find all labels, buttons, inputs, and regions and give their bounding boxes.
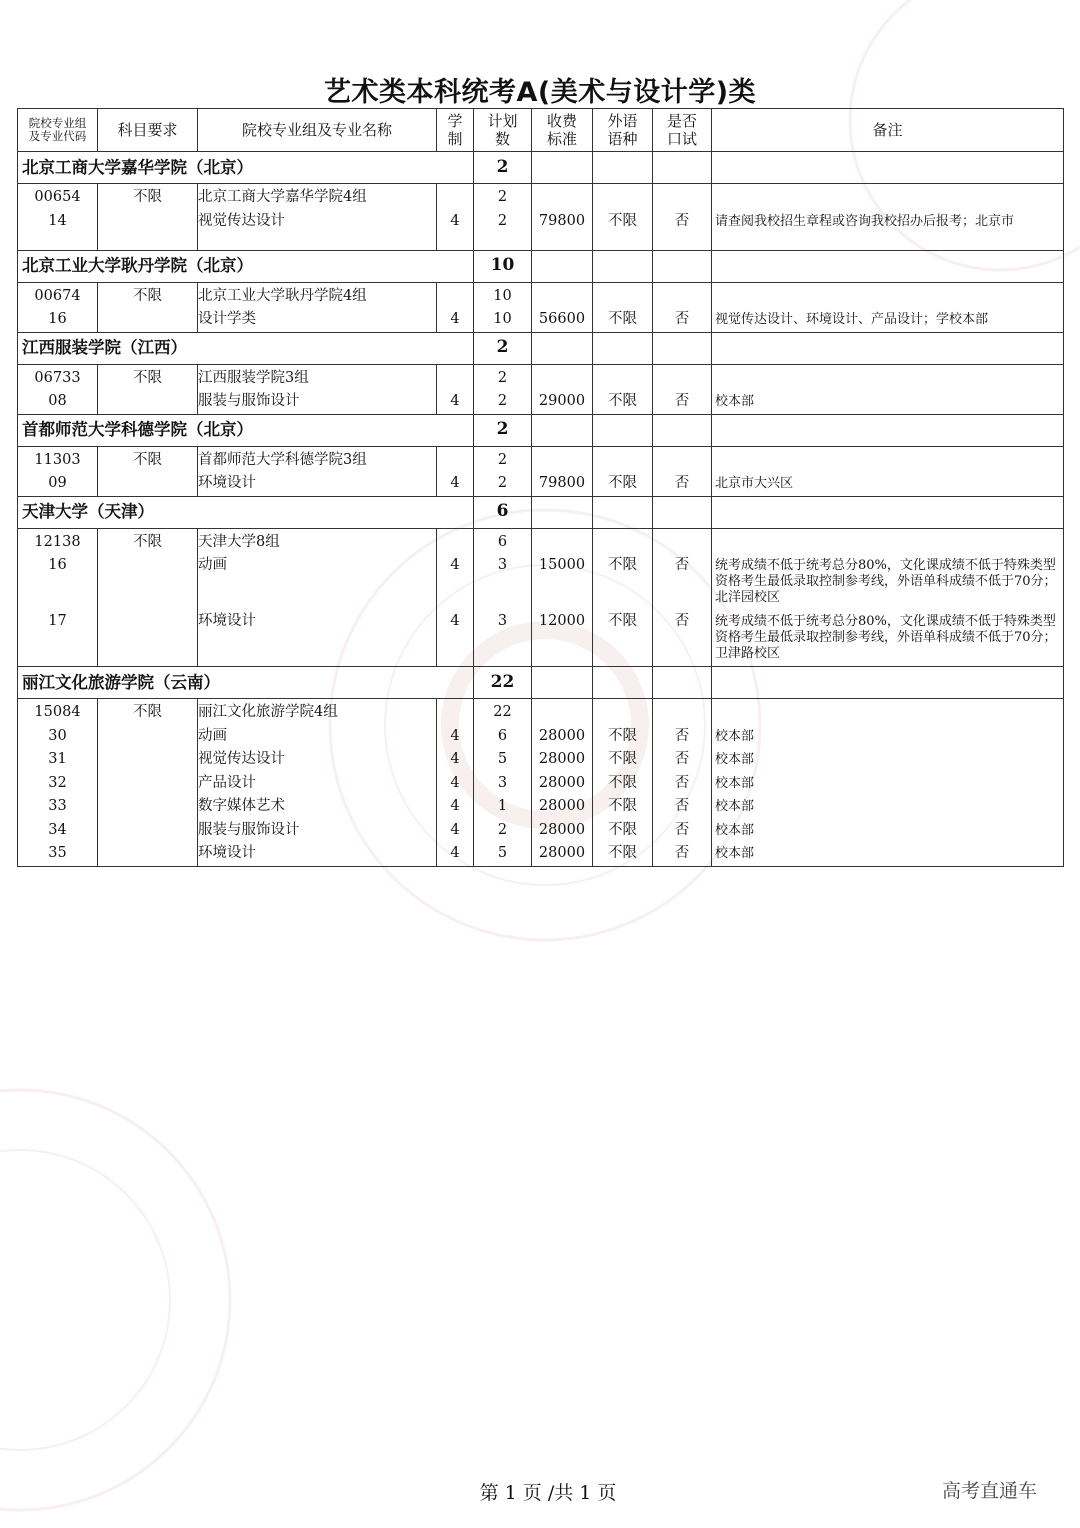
subject-requirement: 不限 xyxy=(133,287,162,304)
subject-cell xyxy=(98,282,198,332)
major-oral: 否 xyxy=(674,751,690,767)
major-name: 动画 xyxy=(198,557,227,573)
group-code: 00674 xyxy=(34,287,81,304)
major-years: 4 xyxy=(450,727,460,744)
school-row xyxy=(18,667,1064,699)
major-remark: 校本部 xyxy=(715,775,755,791)
school-row xyxy=(18,414,1064,446)
blank-line xyxy=(653,449,711,473)
empty-cell xyxy=(593,250,653,282)
empty-cell xyxy=(593,667,653,699)
plan-cell xyxy=(474,446,532,496)
group-code: 15084 xyxy=(34,704,81,720)
major-fee: 28000 xyxy=(538,821,586,838)
major-name: 环境设计 xyxy=(198,845,256,861)
major-plan: 2 xyxy=(497,475,508,491)
blank-line xyxy=(653,367,711,391)
blank-line xyxy=(532,449,592,473)
major-remark: 校本部 xyxy=(715,846,755,861)
empty-cell xyxy=(593,414,653,446)
major-code: 17 xyxy=(48,613,67,629)
oral-cell xyxy=(653,364,712,414)
header-subject: 科目要求 xyxy=(98,109,198,152)
blank-line xyxy=(712,367,1063,391)
subject-requirement: 不限 xyxy=(133,533,162,550)
major-plan: 5 xyxy=(497,751,508,767)
remark-cell xyxy=(712,184,1064,251)
empty-cell xyxy=(593,496,653,528)
empty-cell xyxy=(712,414,1064,446)
major-fee: 29000 xyxy=(538,393,586,409)
years-cell xyxy=(437,528,474,667)
empty-cell xyxy=(532,332,593,364)
group-row xyxy=(18,184,1064,251)
header-code-text: 院校专业组 及专业代码 xyxy=(28,116,87,143)
major-plan: 5 xyxy=(497,845,508,861)
blank-line xyxy=(712,186,1063,210)
blank-line xyxy=(653,285,711,309)
empty-cell xyxy=(712,152,1064,184)
major-plan: 1 xyxy=(497,798,508,814)
empty-cell xyxy=(653,667,712,699)
major-code: 08 xyxy=(48,393,67,409)
blank-line xyxy=(712,449,1063,473)
group-code: 06733 xyxy=(34,369,81,386)
blank-line xyxy=(437,186,473,210)
plan-cell xyxy=(474,528,532,667)
empty-cell xyxy=(712,667,1064,699)
page-title: 艺术类本科统考A(美术与设计学)类 xyxy=(323,77,757,108)
major-plan: 3 xyxy=(497,613,508,629)
major-remark: 校本部 xyxy=(715,822,755,838)
group-name: 北京工业大学耿丹学院4组 xyxy=(198,287,367,304)
major-name: 产品设计 xyxy=(198,774,256,791)
school-name: 首都师范大学科德学院（北京） xyxy=(18,414,474,446)
major-code: 16 xyxy=(48,311,67,327)
blank-line xyxy=(712,531,1063,555)
empty-cell xyxy=(532,152,593,184)
major-remark: 校本部 xyxy=(715,752,755,767)
fee-cell xyxy=(532,282,593,332)
blank-line xyxy=(437,367,473,391)
major-oral: 否 xyxy=(674,821,690,838)
empty-cell xyxy=(532,414,593,446)
major-fee: 56600 xyxy=(538,311,586,327)
major-code: 14 xyxy=(48,212,67,229)
empty-cell xyxy=(532,250,593,282)
blank-line xyxy=(593,367,652,391)
name-cell xyxy=(198,184,437,251)
major-years: 4 xyxy=(450,393,460,409)
header-code xyxy=(18,109,98,152)
major-name: 服装与服饰设计 xyxy=(198,821,300,838)
major-plan: 2 xyxy=(497,212,508,229)
subject-cell xyxy=(98,184,198,251)
subject-cell xyxy=(98,528,198,667)
major-plan: 2 xyxy=(497,821,508,838)
major-lang: 不限 xyxy=(608,751,637,767)
major-fee: 28000 xyxy=(538,774,586,791)
school-name: 北京工业大学耿丹学院（北京） xyxy=(18,250,474,282)
school-name: 江西服装学院（江西） xyxy=(18,332,474,364)
oral-cell xyxy=(653,446,712,496)
blank-line xyxy=(532,701,592,725)
major-plan: 10 xyxy=(493,311,512,327)
lang-cell xyxy=(593,446,653,496)
group-name: 天津大学8组 xyxy=(198,533,280,550)
major-years: 4 xyxy=(450,751,460,767)
remark-cell xyxy=(712,446,1064,496)
major-oral: 否 xyxy=(674,774,690,791)
empty-cell xyxy=(653,250,712,282)
fee-cell xyxy=(532,184,593,251)
blank-line xyxy=(653,701,711,725)
major-plan: 2 xyxy=(497,393,508,409)
major-oral: 否 xyxy=(674,475,690,491)
code-cell xyxy=(18,699,98,867)
major-code: 31 xyxy=(48,751,67,767)
major-name: 环境设计 xyxy=(198,613,256,629)
major-fee: 79800 xyxy=(538,212,586,229)
major-oral: 否 xyxy=(674,613,690,629)
major-code: 33 xyxy=(48,798,67,814)
group-code: 12138 xyxy=(34,533,81,550)
major-fee: 12000 xyxy=(538,613,586,629)
header-lang xyxy=(593,109,653,152)
blank-line xyxy=(437,531,473,555)
header-name: 院校专业组及专业名称 xyxy=(198,109,437,152)
blank-line xyxy=(593,531,652,555)
header-fee-text: 收费 标准 xyxy=(546,112,577,148)
major-plan: 3 xyxy=(497,774,508,791)
major-fee: 28000 xyxy=(538,727,586,744)
major-name: 动画 xyxy=(198,727,227,744)
plan-cell xyxy=(474,282,532,332)
group-row xyxy=(18,446,1064,496)
major-lang: 不限 xyxy=(608,613,637,629)
page-footer: 第 1 页 /共 1 页 xyxy=(479,1482,617,1504)
major-remark: 北京市大兴区 xyxy=(715,476,794,491)
major-lang: 不限 xyxy=(608,557,637,573)
major-code: 34 xyxy=(48,821,67,838)
remark-cell xyxy=(712,282,1064,332)
school-total-plan: 10 xyxy=(474,250,532,282)
group-name: 北京工商大学嘉华学院4组 xyxy=(198,189,367,205)
school-row xyxy=(18,152,1064,184)
header-lang-text: 外语 语种 xyxy=(607,112,638,148)
group-plan: 2 xyxy=(497,369,508,386)
major-years: 4 xyxy=(450,845,460,861)
major-code: 30 xyxy=(48,727,67,744)
years-cell xyxy=(437,184,474,251)
table-body xyxy=(18,152,1064,867)
name-cell xyxy=(198,364,437,414)
major-remark: 校本部 xyxy=(715,799,755,814)
school-name: 天津大学（天津） xyxy=(18,496,474,528)
subject-requirement: 不限 xyxy=(133,189,162,205)
empty-cell xyxy=(653,332,712,364)
major-name: 视觉传达设计 xyxy=(198,751,285,767)
oral-cell xyxy=(653,184,712,251)
header-oral-text: 是否 口试 xyxy=(666,112,697,148)
major-years: 4 xyxy=(450,613,460,629)
code-cell xyxy=(18,528,98,667)
empty-cell xyxy=(593,332,653,364)
subject-requirement: 不限 xyxy=(133,451,162,468)
subject-cell xyxy=(98,364,198,414)
major-years: 4 xyxy=(450,475,460,491)
lang-cell xyxy=(593,282,653,332)
lang-cell xyxy=(593,528,653,667)
group-row xyxy=(18,282,1064,332)
subject-requirement: 不限 xyxy=(133,704,162,720)
major-oral: 否 xyxy=(674,727,690,744)
school-row xyxy=(18,250,1064,282)
lang-cell xyxy=(593,364,653,414)
major-fee: 15000 xyxy=(538,557,586,573)
oral-cell xyxy=(653,528,712,667)
oral-cell xyxy=(653,699,712,867)
header-oral xyxy=(653,109,712,152)
blank-line xyxy=(653,531,711,555)
major-name: 服装与服饰设计 xyxy=(198,393,300,409)
empty-cell xyxy=(712,496,1064,528)
major-name: 视觉传达设计 xyxy=(198,212,285,229)
header-years-text: 学 制 xyxy=(447,112,463,148)
group-code: 11303 xyxy=(34,451,81,468)
group-row xyxy=(18,528,1064,667)
empty-cell xyxy=(653,414,712,446)
major-fee: 28000 xyxy=(538,845,586,861)
major-oral: 否 xyxy=(674,845,690,861)
lang-cell xyxy=(593,699,653,867)
major-years: 4 xyxy=(450,557,460,573)
lang-cell xyxy=(593,184,653,251)
major-oral: 否 xyxy=(674,798,690,814)
empty-cell xyxy=(593,152,653,184)
name-cell xyxy=(198,528,437,667)
name-cell xyxy=(198,446,437,496)
years-cell xyxy=(437,282,474,332)
major-remark: 统考成绩不低于统考总分80%，文化课成绩不低于特殊类型资格考生最低录取控制参考线，外语单科成绩不低于70分；北洋园校区 xyxy=(715,558,1057,605)
group-code: 00654 xyxy=(34,189,81,205)
empty-cell xyxy=(712,332,1064,364)
years-cell xyxy=(437,446,474,496)
school-row xyxy=(18,332,1064,364)
major-remark: 请查阅我校招生章程或咨询我校招办后报考；北京市 xyxy=(715,213,1015,229)
group-plan: 10 xyxy=(493,287,512,304)
major-lang: 不限 xyxy=(608,727,637,744)
major-oral: 否 xyxy=(674,311,690,327)
major-years: 4 xyxy=(450,311,460,327)
group-plan: 2 xyxy=(497,451,508,468)
school-total-plan: 22 xyxy=(474,667,532,699)
remark-cell xyxy=(712,699,1064,867)
subject-cell xyxy=(98,446,198,496)
major-remark: 视觉传达设计、环境设计、产品设计；学校本部 xyxy=(715,312,989,327)
major-remark: 统考成绩不低于统考总分80%，文化课成绩不低于特殊类型资格考生最低录取控制参考线，外语单科成绩不低于70分；卫津路校区 xyxy=(715,614,1057,661)
blank-line xyxy=(532,285,592,309)
school-name: 丽江文化旅游学院（云南） xyxy=(18,667,474,699)
code-cell xyxy=(18,282,98,332)
subject-cell xyxy=(98,699,198,867)
empty-cell xyxy=(653,496,712,528)
group-row xyxy=(18,699,1064,867)
major-years: 4 xyxy=(450,821,460,838)
group-name: 丽江文化旅游学院4组 xyxy=(198,704,338,720)
major-code: 09 xyxy=(48,475,67,491)
blank-line xyxy=(532,531,592,555)
school-total-plan: 2 xyxy=(474,332,532,364)
enrollment-table xyxy=(17,108,1064,867)
fee-cell xyxy=(532,528,593,667)
blank-line xyxy=(437,449,473,473)
major-code: 35 xyxy=(48,845,67,861)
school-row xyxy=(18,496,1064,528)
plan-cell xyxy=(474,699,532,867)
major-fee: 79800 xyxy=(538,475,586,491)
years-cell xyxy=(437,699,474,867)
blank-line xyxy=(593,285,652,309)
blank-line xyxy=(532,186,592,210)
header-plan-text: 计划 数 xyxy=(487,112,518,148)
school-name: 北京工商大学嘉华学院（北京） xyxy=(18,152,474,184)
major-lang: 不限 xyxy=(608,798,637,814)
blank-line xyxy=(437,285,473,309)
major-years: 4 xyxy=(450,774,460,791)
code-cell xyxy=(18,364,98,414)
group-name: 首都师范大学科德学院3组 xyxy=(198,451,367,468)
plan-cell xyxy=(474,364,532,414)
major-plan: 3 xyxy=(497,557,508,573)
empty-cell xyxy=(653,152,712,184)
blank-line xyxy=(437,701,473,725)
remark-cell xyxy=(712,528,1064,667)
major-lang: 不限 xyxy=(608,393,637,409)
brand-label: 高考直通车 xyxy=(942,1480,1038,1502)
major-fee: 28000 xyxy=(538,751,586,767)
empty-cell xyxy=(712,250,1064,282)
name-cell xyxy=(198,282,437,332)
blank-line xyxy=(593,449,652,473)
school-total-plan: 6 xyxy=(474,496,532,528)
group-row xyxy=(18,364,1064,414)
remark-cell xyxy=(712,364,1064,414)
header-plan xyxy=(474,109,532,152)
major-years: 4 xyxy=(450,798,460,814)
group-plan: 2 xyxy=(497,189,508,205)
blank-line xyxy=(712,701,1063,725)
major-code: 32 xyxy=(48,774,67,791)
major-remark: 校本部 xyxy=(715,394,755,409)
major-code: 16 xyxy=(48,557,67,573)
major-lang: 不限 xyxy=(608,845,637,861)
major-lang: 不限 xyxy=(608,212,637,229)
major-oral: 否 xyxy=(674,212,690,229)
fee-cell xyxy=(532,699,593,867)
fee-cell xyxy=(532,364,593,414)
fee-cell xyxy=(532,446,593,496)
major-oral: 否 xyxy=(674,393,690,409)
major-plan: 6 xyxy=(497,727,508,744)
name-cell xyxy=(198,699,437,867)
table-header-row xyxy=(18,109,1064,152)
group-plan: 22 xyxy=(493,704,512,720)
blank-line xyxy=(532,367,592,391)
major-name: 数字媒体艺术 xyxy=(198,798,285,814)
group-plan: 6 xyxy=(497,533,508,550)
major-oral: 否 xyxy=(674,557,690,573)
major-name: 设计学类 xyxy=(198,311,256,327)
empty-cell xyxy=(532,496,593,528)
major-lang: 不限 xyxy=(608,311,637,327)
empty-cell xyxy=(532,667,593,699)
major-lang: 不限 xyxy=(608,475,637,491)
blank-line xyxy=(593,701,652,725)
header-years xyxy=(437,109,474,152)
major-name: 环境设计 xyxy=(198,475,256,491)
major-remark: 校本部 xyxy=(715,728,755,744)
code-cell xyxy=(18,184,98,251)
subject-requirement: 不限 xyxy=(133,369,162,386)
plan-cell xyxy=(474,184,532,251)
school-total-plan: 2 xyxy=(474,414,532,446)
header-remark: 备注 xyxy=(712,109,1064,152)
group-name: 江西服装学院3组 xyxy=(198,369,309,386)
major-lang: 不限 xyxy=(608,821,637,838)
major-years: 4 xyxy=(450,212,460,229)
school-total-plan: 2 xyxy=(474,152,532,184)
code-cell xyxy=(18,446,98,496)
years-cell xyxy=(437,364,474,414)
oral-cell xyxy=(653,282,712,332)
header-fee xyxy=(532,109,593,152)
blank-line xyxy=(653,186,711,210)
major-fee: 28000 xyxy=(538,798,586,814)
major-lang: 不限 xyxy=(608,774,637,791)
blank-line xyxy=(712,285,1063,309)
blank-line xyxy=(593,186,652,210)
